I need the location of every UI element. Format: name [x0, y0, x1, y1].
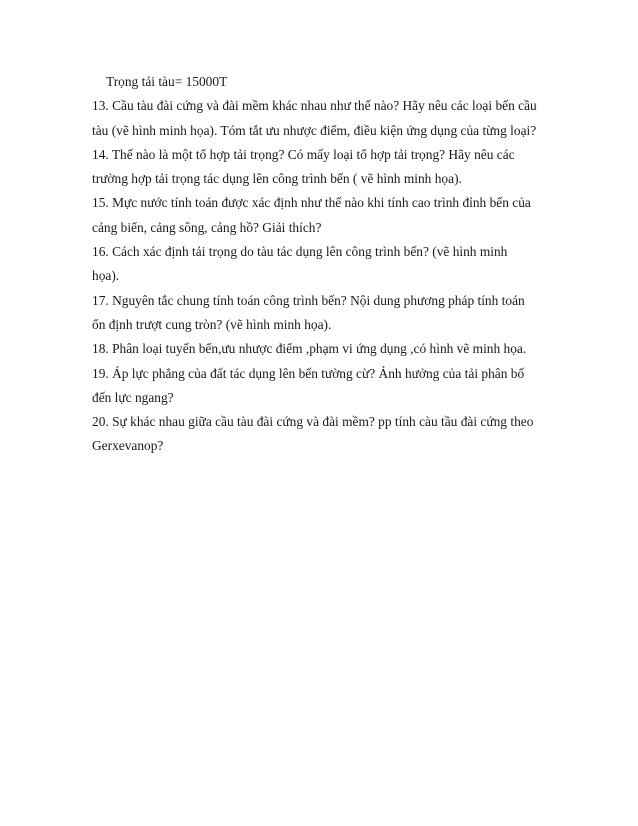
- text-line-question-15-cont: cảng biển, cảng sông, cảng hồ? Giải thích?: [92, 219, 322, 235]
- text-line-question-20: 20. Sự khác nhau giữa cầu tàu đài cứng và đài mềm? pp tính càu tầu đài cứng theo: [92, 414, 534, 430]
- text-line-question-14-cont: trường hợp tải trọng tác dụng lên công trình bến ( vẽ hình minh họa).: [92, 171, 462, 187]
- document-body: [92, 70, 562, 459]
- text-line-question-14: 14. Thế nào là một tổ hợp tải trọng? Có mấy loại tổ hợp tải trọng? Hãy nêu các: [92, 146, 515, 162]
- text-line-question-20-cont: Gerxevanop?: [92, 438, 164, 454]
- text-line-question-18: 18. Phân loại tuyến bến,ưu nhược điểm ,phạm vi ứng dụng ,có hình vẽ minh họa.: [92, 341, 527, 357]
- text-line-ship-tonnage: Trọng tải tàu= 15000T: [106, 74, 228, 89]
- text-line-question-17-cont: ổn định trượt cung tròn? (vẽ hình minh họa).: [92, 316, 332, 332]
- text-line-question-13-cont: tàu (vẽ hình minh họa). Tóm tắt ưu nhược điểm, điều kiện ứng dụng của từng loại?: [92, 122, 537, 138]
- text-line-question-19: 19. Áp lực phẳng của đất tác dụng lên bến tường cừ? Ảnh hưởng của tải phân bố: [92, 365, 525, 381]
- text-line-question-13: 13. Cầu tàu đài cứng và đài mềm khác nhau như thế nào? Hãy nêu các loại bến cầu: [92, 98, 537, 114]
- text-line-question-16-cont: họa).: [92, 268, 120, 284]
- text-line-question-16: 16. Cách xác định tải trọng do tàu tác dụng lên công trình bến? (vẽ hình minh: [92, 244, 508, 260]
- text-line-question-19-cont: đến lực ngang?: [92, 389, 174, 405]
- text-line-question-15: 15. Mực nước tính toán được xác định như thế nào khi tính cao trình đỉnh bến của: [92, 195, 531, 211]
- text-line-question-17: 17. Nguyên tắc chung tính toán công trình bến? Nội dung phương pháp tính toán: [92, 292, 525, 308]
